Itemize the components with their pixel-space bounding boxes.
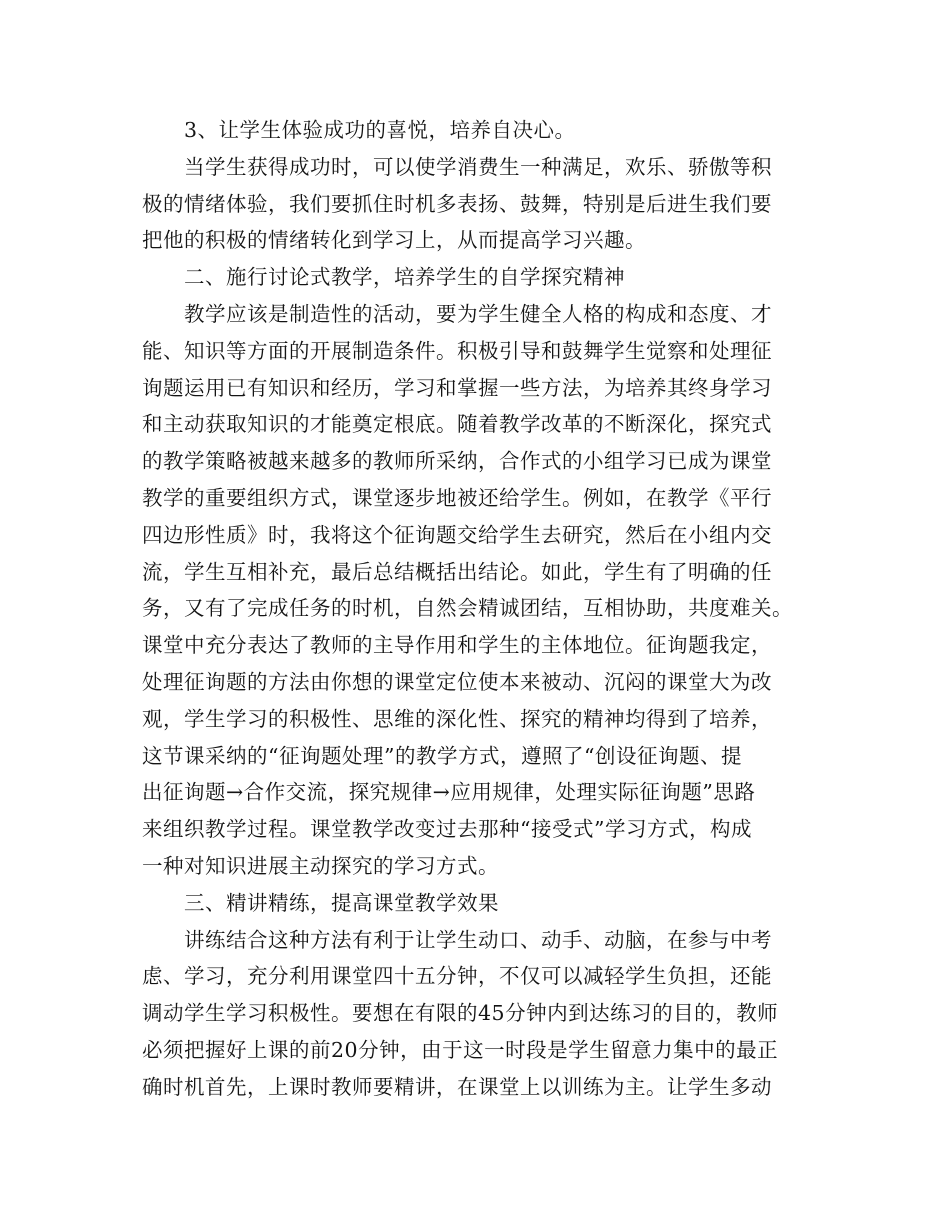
text-line: 和主动获取知识的才能奠定根底。随着教学改革的不断深化，探究式 (142, 412, 772, 437)
text-line: 这节课采纳的“征询题处理”的教学方式，遵照了“创设征询题、提 (142, 743, 742, 768)
text-line: 二、施行讨论式教学，培养学生的自学探究精神 (184, 265, 625, 290)
text-line: 课堂中充分表达了教师的主导作用和学生的主体地位。征询题我定， (142, 633, 772, 658)
text-line: 调动学生学习积极性。要想在有限的45分钟内到达练习的目的，教师 (142, 1001, 779, 1026)
text-line: 教学的重要组织方式，课堂逐步地被还给学生。例如，在教学《平行 (142, 485, 772, 510)
text-line: 教学应该是制造性的活动，要为学生健全人格的构成和态度、才 (184, 301, 772, 326)
text-line: 一种对知识进展主动探究的学习方式。 (142, 853, 499, 878)
text-line: 来组织教学过程。课堂教学改变过去那种“接受式”学习方式，构成 (142, 817, 752, 842)
text-line: 观，学生学习的积极性、思维的深化性、探究的精神均得到了培养， (142, 706, 772, 731)
text-line: 三、精讲精练，提高课堂教学效果 (184, 890, 499, 915)
text-line: 必须把握好上课的前20分钟，由于这一时段是学生留意力集中的最正 (142, 1037, 779, 1062)
document-body (142, 112, 822, 1106)
text-line: 3、让学生体验成功的喜悦，培养自决心。 (184, 118, 576, 142)
text-line: 四边形性质》时，我将这个征询题交给学生去研究，然后在小组内交 (142, 522, 772, 547)
text-line: 讲练结合这种方法有利于让学生动口、动手、动脑，在参与中考 (184, 927, 772, 952)
text-line: 处理征询题的方法由你想的课堂定位使本来被动、沉闷的课堂大为改 (142, 669, 772, 694)
text-line: 能、知识等方面的开展制造条件。积极引导和鼓舞学生觉察和处理征 (142, 338, 772, 363)
text-line: 询题运用已有知识和经历，学习和掌握一些方法，为培养其终身学习 (142, 375, 772, 400)
text-line: 虑、学习，充分利用课堂四十五分钟，不仅可以减轻学生负担，还能 (142, 964, 772, 989)
text-line: 当学生获得成功时，可以使学消费生一种满足，欢乐、骄傲等积 (184, 154, 772, 179)
text-line: 流，学生互相补充，最后总结概括出结论。如此，学生有了明确的任 (142, 559, 772, 584)
text-line: 出征询题→合作交流，探究规律→应用规律，处理实际征询题”思路 (142, 780, 756, 805)
text-line: 确时机首先，上课时教师要精讲，在课堂上以训练为主。让学生多动 (142, 1074, 772, 1099)
text-line: 的教学策略被越来越多的教师所采纳，合作式的小组学习已成为课堂 (142, 449, 772, 474)
text-line: 务，又有了完成任务的时机，自然会精诚团结，互相协助，共度难关。 (142, 596, 793, 621)
text-line: 把他的积极的情绪转化到学习上，从而提高学习兴趣。 (142, 228, 646, 253)
text-line: 极的情绪体验，我们要抓住时机多表扬、鼓舞，特别是后进生我们要 (142, 191, 772, 216)
